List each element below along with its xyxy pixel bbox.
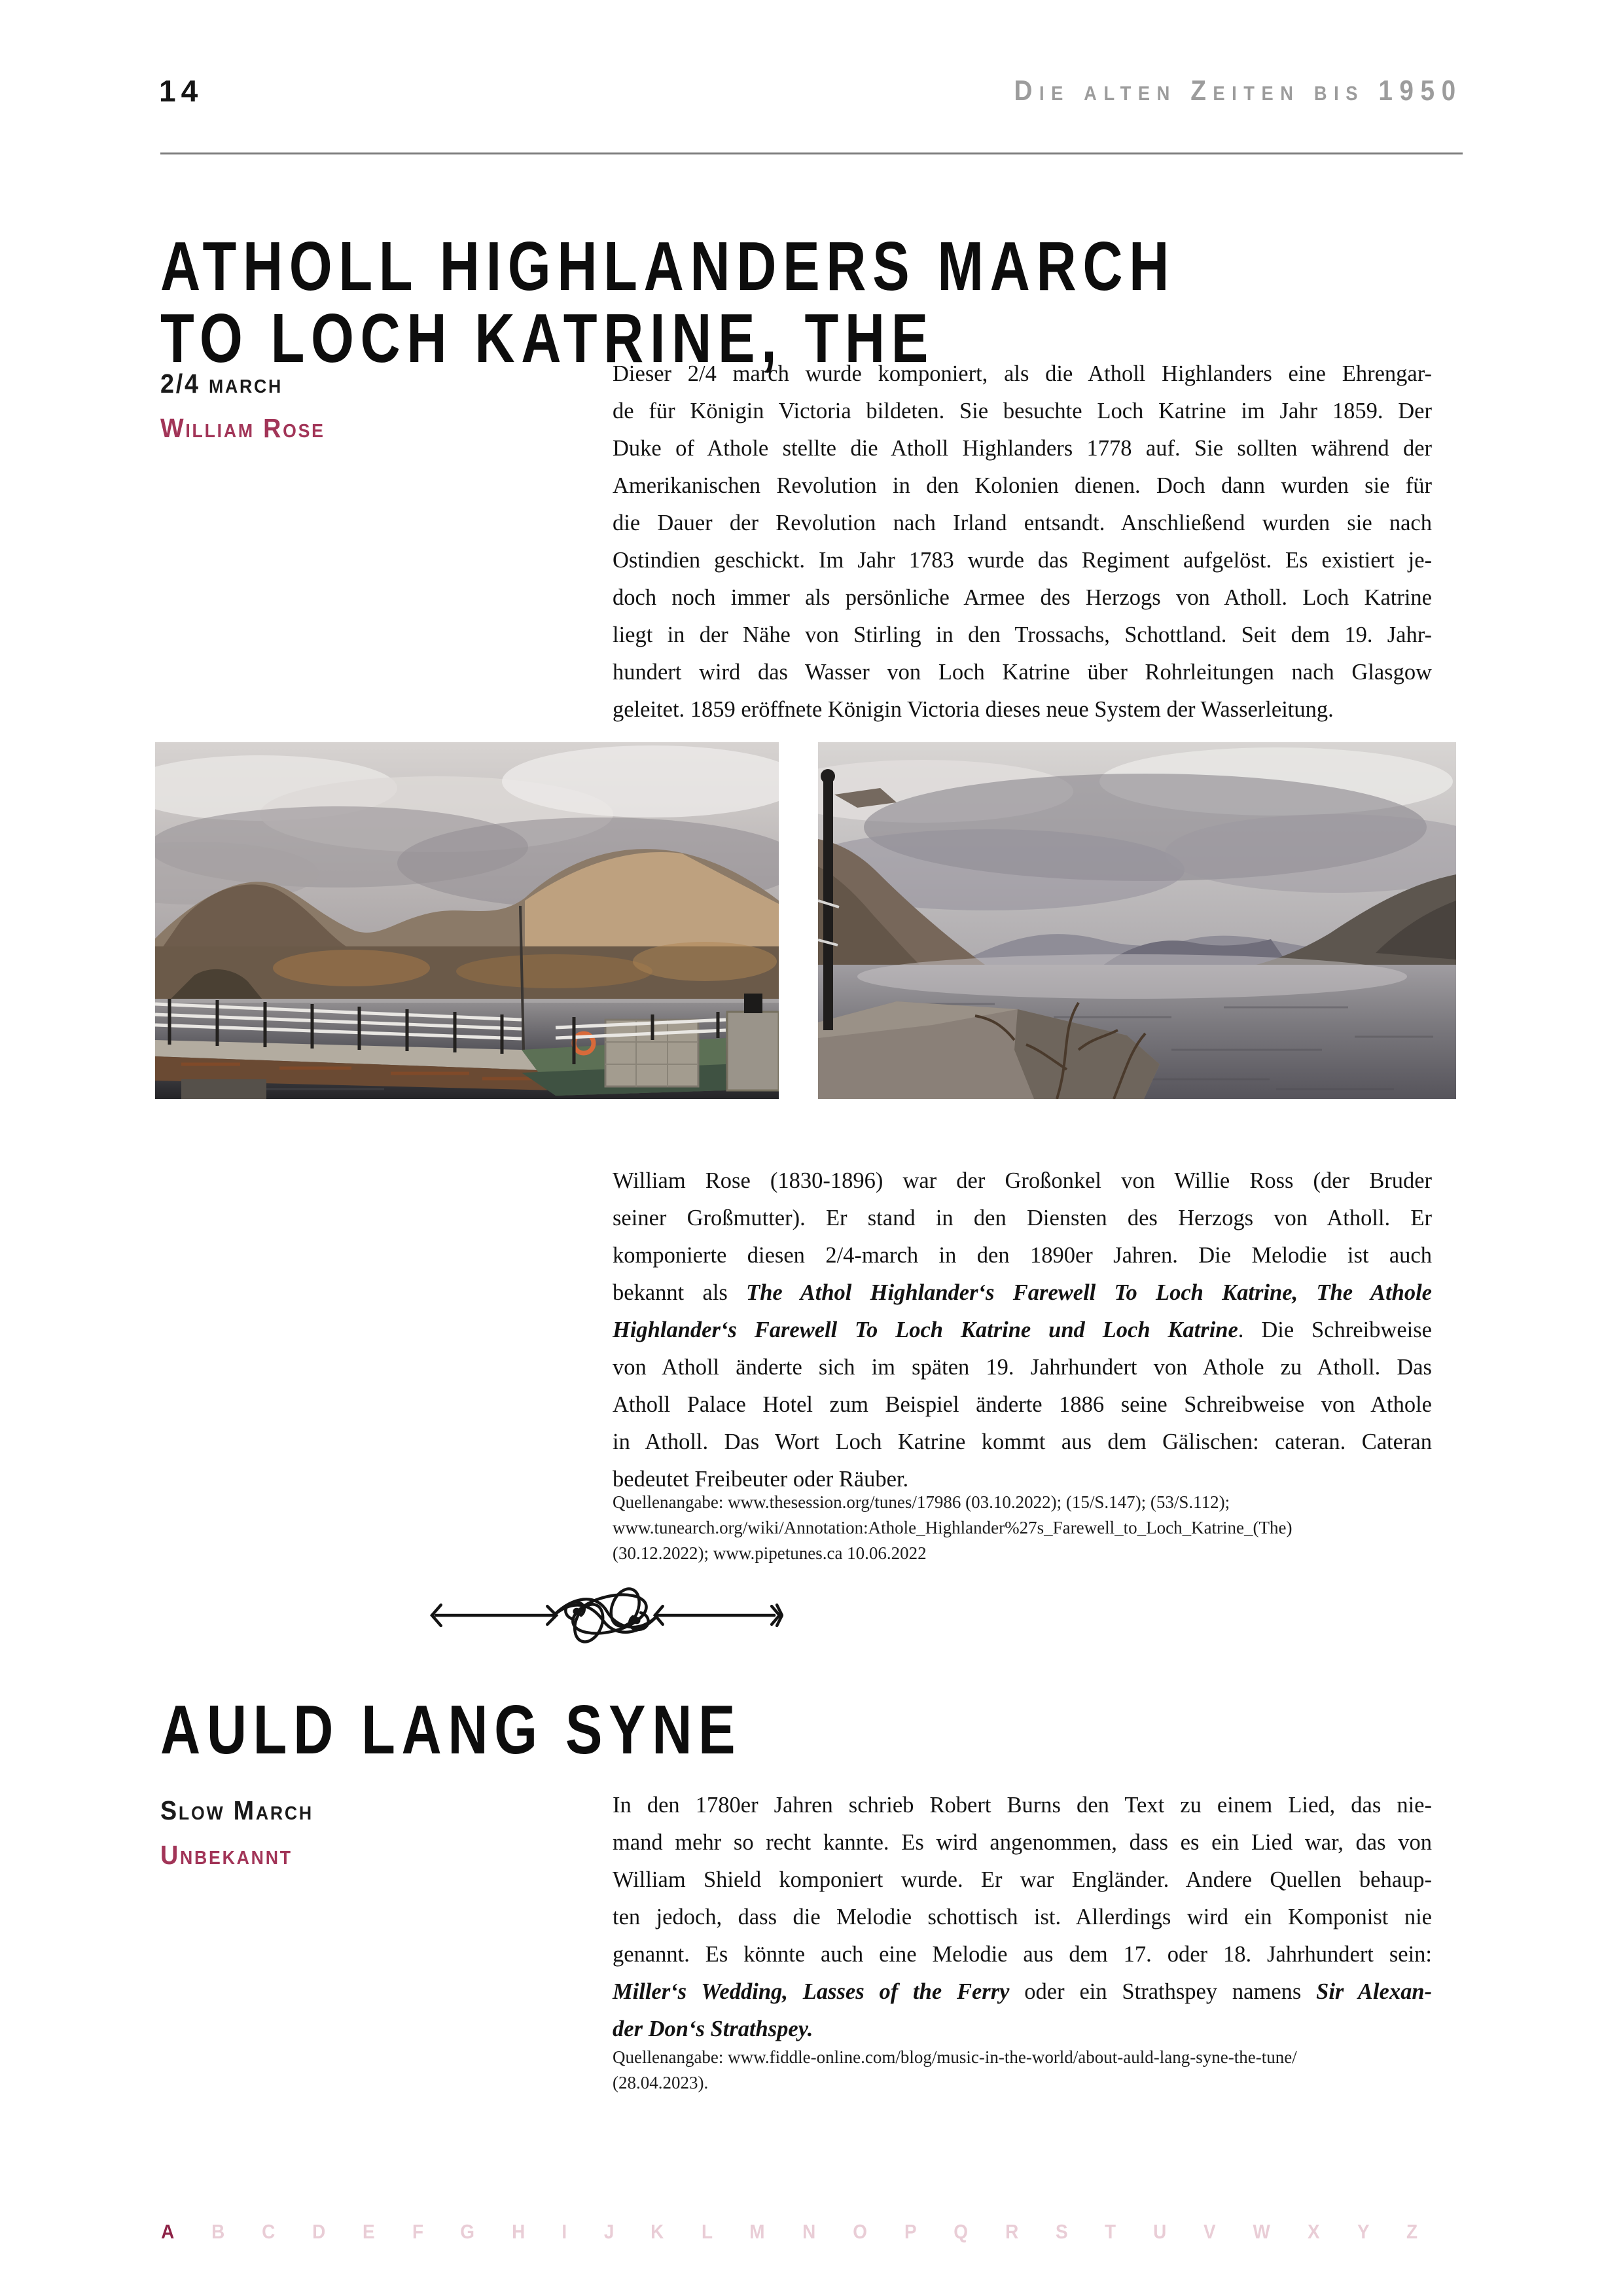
text-line: William Rose (1830-1896) war der Großonkel von Willie Ross (der Bruder [613,1168,1432,1193]
footer-letter-p: P [904,2220,917,2243]
text-line: mand mehr so recht kannte. Es wird angenommen, dass es ein Lied war, das von [613,1830,1432,1855]
footer-letter-o: O [852,2220,867,2243]
header-rule [160,152,1463,154]
section2-citation [613,2045,1432,2096]
composer-label: Unbekannt [160,1840,293,1870]
section1-citation [613,1490,1432,1566]
page-number: 14 [159,74,204,108]
photo-loch-katrine-view [818,742,1456,1099]
loch-view-illustration [818,742,1456,1099]
text-line: geleitet. 1859 eröffnete Königin Victoria dieses neue System der Wasserleitung. [613,697,1334,722]
text-line: Miller‘s Wedding, Lasses of the Ferry oder ein Strathspey namens Sir Alexan- [613,1979,1432,2004]
footer-letter-y: Y [1357,2220,1370,2243]
text-line: Quellenangabe: www.fiddle-online.com/blog/music-in-the-world/about-auld-lang-syne-the-tune/ [613,2047,1297,2067]
text-line: www.tunearch.org/wiki/Annotation:Athole_Highlander%27s_Farewell_to_Loch_Katrine_(The) [613,1518,1293,1537]
footer-alphabet [160,2220,1418,2244]
text-line: Ostindien geschickt. Im Jahr 1783 wurde das Regiment aufgelöst. Es existiert je- [613,548,1432,573]
text-line: Amerikanischen Revolution in den Kolonien dienen. Doch dann wurden sie für [613,473,1432,498]
section2-meta [160,1788,313,1877]
section1-paragraph-1 [613,355,1432,728]
text-line: Quellenangabe: www.thesession.org/tunes/17986 (03.10.2022); (15/S.147); (53/S.112); [613,1492,1230,1512]
footer-letter-t: T [1105,2220,1116,2243]
footer-letter-s: S [1055,2220,1068,2243]
footer-letter-v: V [1203,2220,1216,2243]
text-line: Highlander‘s Farewell To Loch Katrine und Loch Katrine. Die Schreibweise [613,1318,1432,1342]
text-line: (28.04.2023). [613,2073,709,2092]
text-line: genannt. Es könnte auch eine Melodie aus dem 17. oder 18. Jahrhundert sein: [613,1942,1432,1967]
footer-letter-c: C [262,2220,276,2243]
section1-title-line1: ATHOLL HIGHLANDERS MARCH [160,228,1176,305]
loch-pier-illustration [155,742,779,1099]
footer-letter-u: U [1152,2220,1167,2243]
text-line: hundert wird das Wasser von Loch Katrine über Rohrleitungen nach Glasgow [613,660,1432,685]
text-line: Dieser 2/4 march wurde komponiert, als die Atholl Highlanders eine Ehrengar- [613,361,1432,386]
tune-type-label: Slow March [160,1795,313,1825]
text-line: ten jedoch, dass die Melodie schottisch ist. Allerdings wird ein Komponist nie [613,1905,1432,1929]
text-line: In den 1780er Jahren schrieb Robert Burns den Text zu einem Lied, das nie- [613,1793,1432,1818]
footer-letter-g: G [460,2220,475,2243]
footer-letter-j: J [603,2220,614,2243]
footer-letter-r: R [1005,2220,1019,2243]
tune-type-label: 2/4 march [160,368,283,399]
footer-letter-l: L [701,2220,713,2243]
footer-letter-w: W [1253,2220,1271,2243]
section-divider-ornament [427,1585,783,1645]
footer-letter-b: B [211,2220,225,2243]
section2-paragraph-1 [613,1787,1432,2048]
text-line: doch noch immer als persönliche Armee des Herzogs von Atholl. Loch Katrine [613,585,1432,610]
footer-letter-z: Z [1406,2220,1418,2243]
footer-letter-x: X [1308,2220,1320,2243]
text-line: von Atholl änderte sich im späten 19. Jahrhundert von Athole zu Atholl. Das [613,1355,1432,1380]
footer-letter-h: H [512,2220,526,2243]
footer-letter-d: D [312,2220,326,2243]
text-line: William Shield komponiert wurde. Er war Engländer. Andere Quellen behaup- [613,1867,1432,1892]
text-line: Duke of Athole stellte die Atholl Highlanders 1778 auf. Sie sollten während der [613,436,1432,461]
section1-paragraph-2 [613,1162,1432,1498]
text-line: die Dauer der Revolution nach Irland entsandt. Anschließend wurden sie nach [613,511,1432,535]
section2-title-line1: AULD LANG SYNE [160,1691,742,1768]
footer-letter-a: A [161,2220,175,2243]
text-line: komponierte diesen 2/4-march in den 1890er Jahren. Die Melodie ist auch [613,1243,1432,1268]
text-line: in Atholl. Das Wort Loch Katrine kommt aus dem Gälischen: cateran. Cateran [613,1429,1432,1454]
footer-letter-i: I [562,2220,567,2243]
running-header: Die alten Zeiten bis 1950 [1014,75,1463,107]
section1-title [160,228,1176,377]
text-line: bedeutet Freibeuter oder Räuber. [613,1467,909,1492]
text-line: de für Königin Victoria bildeten. Sie besuchte Loch Katrine im Jahr 1859. Der [613,399,1432,423]
composer-label: William Rose [160,413,325,443]
section2-title [160,1691,742,1768]
text-line: bekannt als The Athol Highlander‘s Farewell To Loch Katrine, The Athole [613,1280,1432,1305]
text-line: der Don‘s Strathspey. [613,2017,813,2041]
text-line: (30.12.2022); www.pipetunes.ca 10.06.2022 [613,1543,927,1563]
text-line: liegt in der Nähe von Stirling in den Trossachs, Schottland. Seit dem 19. Jahr- [613,622,1432,647]
footer-letter-n: N [802,2220,815,2243]
footer-letter-e: E [363,2220,375,2243]
photo-loch-katrine-pier [155,742,779,1099]
footer-letter-f: F [412,2220,423,2243]
text-line: Atholl Palace Hotel zum Beispiel änderte 1886 seine Schreibweise von Athole [613,1392,1432,1417]
footer-letter-k: K [651,2220,664,2243]
section1-meta [160,361,325,450]
flourish-divider-icon [427,1585,783,1645]
text-line: seiner Großmutter). Er stand in den Diensten des Herzogs von Atholl. Er [613,1206,1432,1230]
section1-title-line2: TO LOCH KATRINE, THE [160,300,935,377]
footer-letter-q: Q [954,2220,968,2243]
footer-letter-m: M [749,2220,765,2243]
